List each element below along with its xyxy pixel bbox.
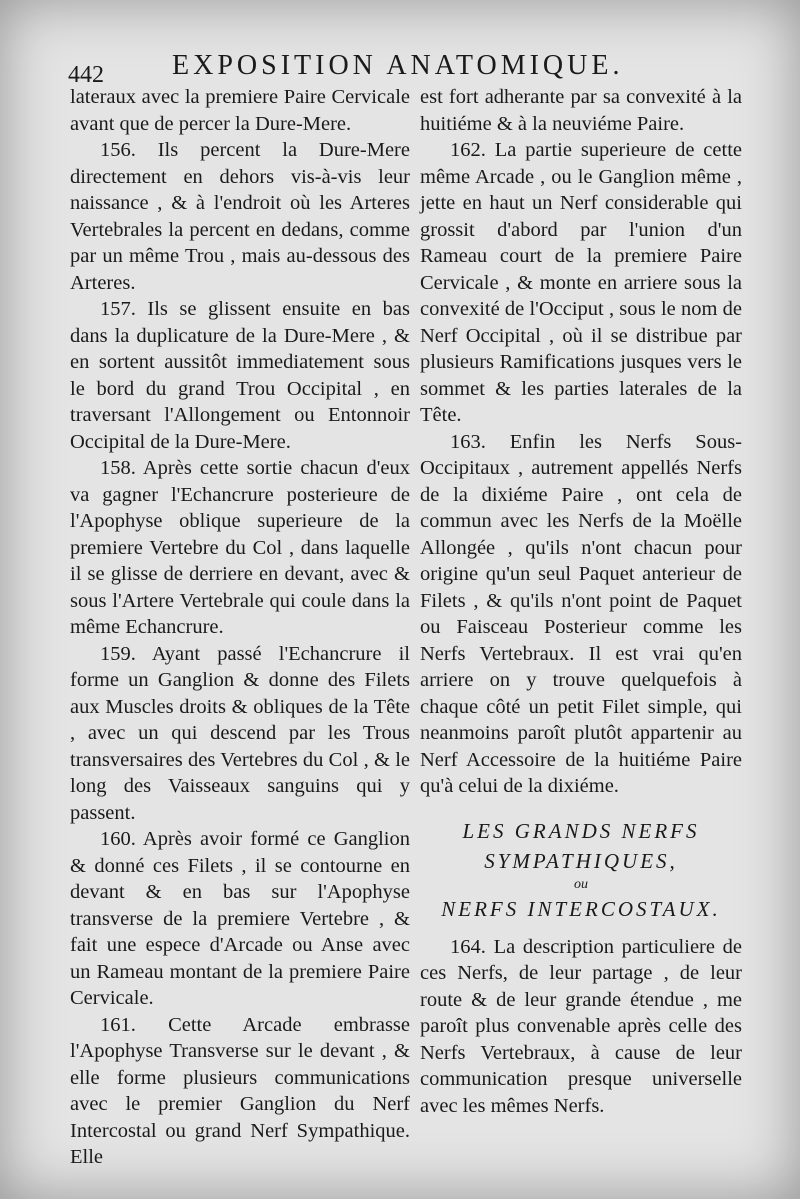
paragraph: 159. Ayant passé l'Echancrure il forme un Ganglion & donne des Filets aux Muscles droits & obliques de la Tête , avec un qui descend par les Trous transversaires des Vertebres du Col , & le long des Vaisseaux sanguins qui y passent.: [70, 642, 410, 824]
left-column: [70, 84, 410, 1171]
paragraph: 160. Après avoir formé ce Ganglion & donné ces Filets , il se contourne en devant & en bas sur l'Apophyse transverse de la premiere Vertebre , & fait une espece d'Arcade ou Anse avec un Rameau montant de la premiere Paire Cervicale.: [70, 828, 410, 1009]
section-heading-line: LES GRANDS NERFS: [462, 818, 700, 843]
paragraph: 157. Ils se glissent ensuite en bas dans la duplicature de la Dure-Mere , & en sortent aussitôt immediatement sous le bord du grand Trou Occipital , en traversant l'Allongement ou Entonnoir Occipital de la Dure-Mere.: [70, 298, 410, 453]
paragraph: 164. La description particuliere de ces Nerfs, de leur partage , de leur route & de leur grande étendue , me paroît plus convenable après celle des Nerfs Vertebraux, à cause de leur communication presque universelle avec les mêmes Nerfs.: [420, 935, 743, 1117]
running-title: EXPOSITION ANATOMIQUE.: [172, 50, 624, 81]
section-heading-line: SYMPATHIQUES,: [484, 848, 678, 873]
right-column: [420, 84, 742, 1119]
section-heading: [420, 816, 742, 924]
section-heading-line: NERFS INTERCOSTAUX.: [441, 896, 721, 921]
paragraph: 156. Ils percent la Dure-Mere directement en dehors vis-à-vis leur naissance , & à l'endroit où les Arteres Vertebrales la percent en dedans, comme par un même Trou , mais au-dessous des Arteres.: [70, 139, 410, 294]
page-number: 442: [68, 62, 104, 88]
paragraph: 162. La partie superieure de cette même Arcade , ou le Ganglion même , jette en haut un Nerf considerable qui grossit d'abord par l'union d'un Rameau court de la premiere Paire Cervicale , & monte en arriere sous la convexité de l'Occiput , sous le nom de Nerf Occipital , où il se distribue par plusieurs Ramifications jusques vers le sommet & les parties laterales de la Tête.: [420, 139, 742, 426]
section-heading-conjunction: ou: [574, 876, 588, 892]
paragraph: 158. Après cette sortie chacun d'eux va gagner l'Echancrure posterieure de l'Apophyse oblique superieure de la premiere Vertebre du Col , dans laquelle il se glisse de derriere en devant, avec & sous l'Artere Vertebrale qui coule dans la même Echancrure.: [70, 457, 410, 638]
paragraph: 163. Enfin les Nerfs Sous-Occipitaux , autrement appellés Nerfs de la dixiéme Paire , ont cela de commun avec les Nerfs de la Moëlle Allongée , qu'ils n'ont chacun pour origine qu'un seul Paquet anterieur de Filets , & qu'ils n'ont point de Paquet ou Faisceau Posterieur comme les Nerfs Vertebraux. Il est vrai qu'en arriere on y trouve quelquefois à chaque côté un petit Filet simple, qui neanmoins paroît plutôt appartenir au Nerf Accessoire de la huitiéme Paire qu'à celui de la dixiéme.: [420, 430, 742, 797]
paragraph: 161. Cette Arcade embrasse l'Apophyse Transverse sur le devant , & elle forme plusieurs communications avec le premier Ganglion du Nerf Intercostal ou grand Nerf Sympathique. Elle: [70, 1013, 410, 1168]
paragraph: est fort adherante par sa convexité à la huitiéme & à la neuviéme Paire.: [420, 86, 742, 135]
paragraph: lateraux avec la premiere Paire Cervicale avant que de percer la Dure-Mere.: [70, 86, 410, 135]
